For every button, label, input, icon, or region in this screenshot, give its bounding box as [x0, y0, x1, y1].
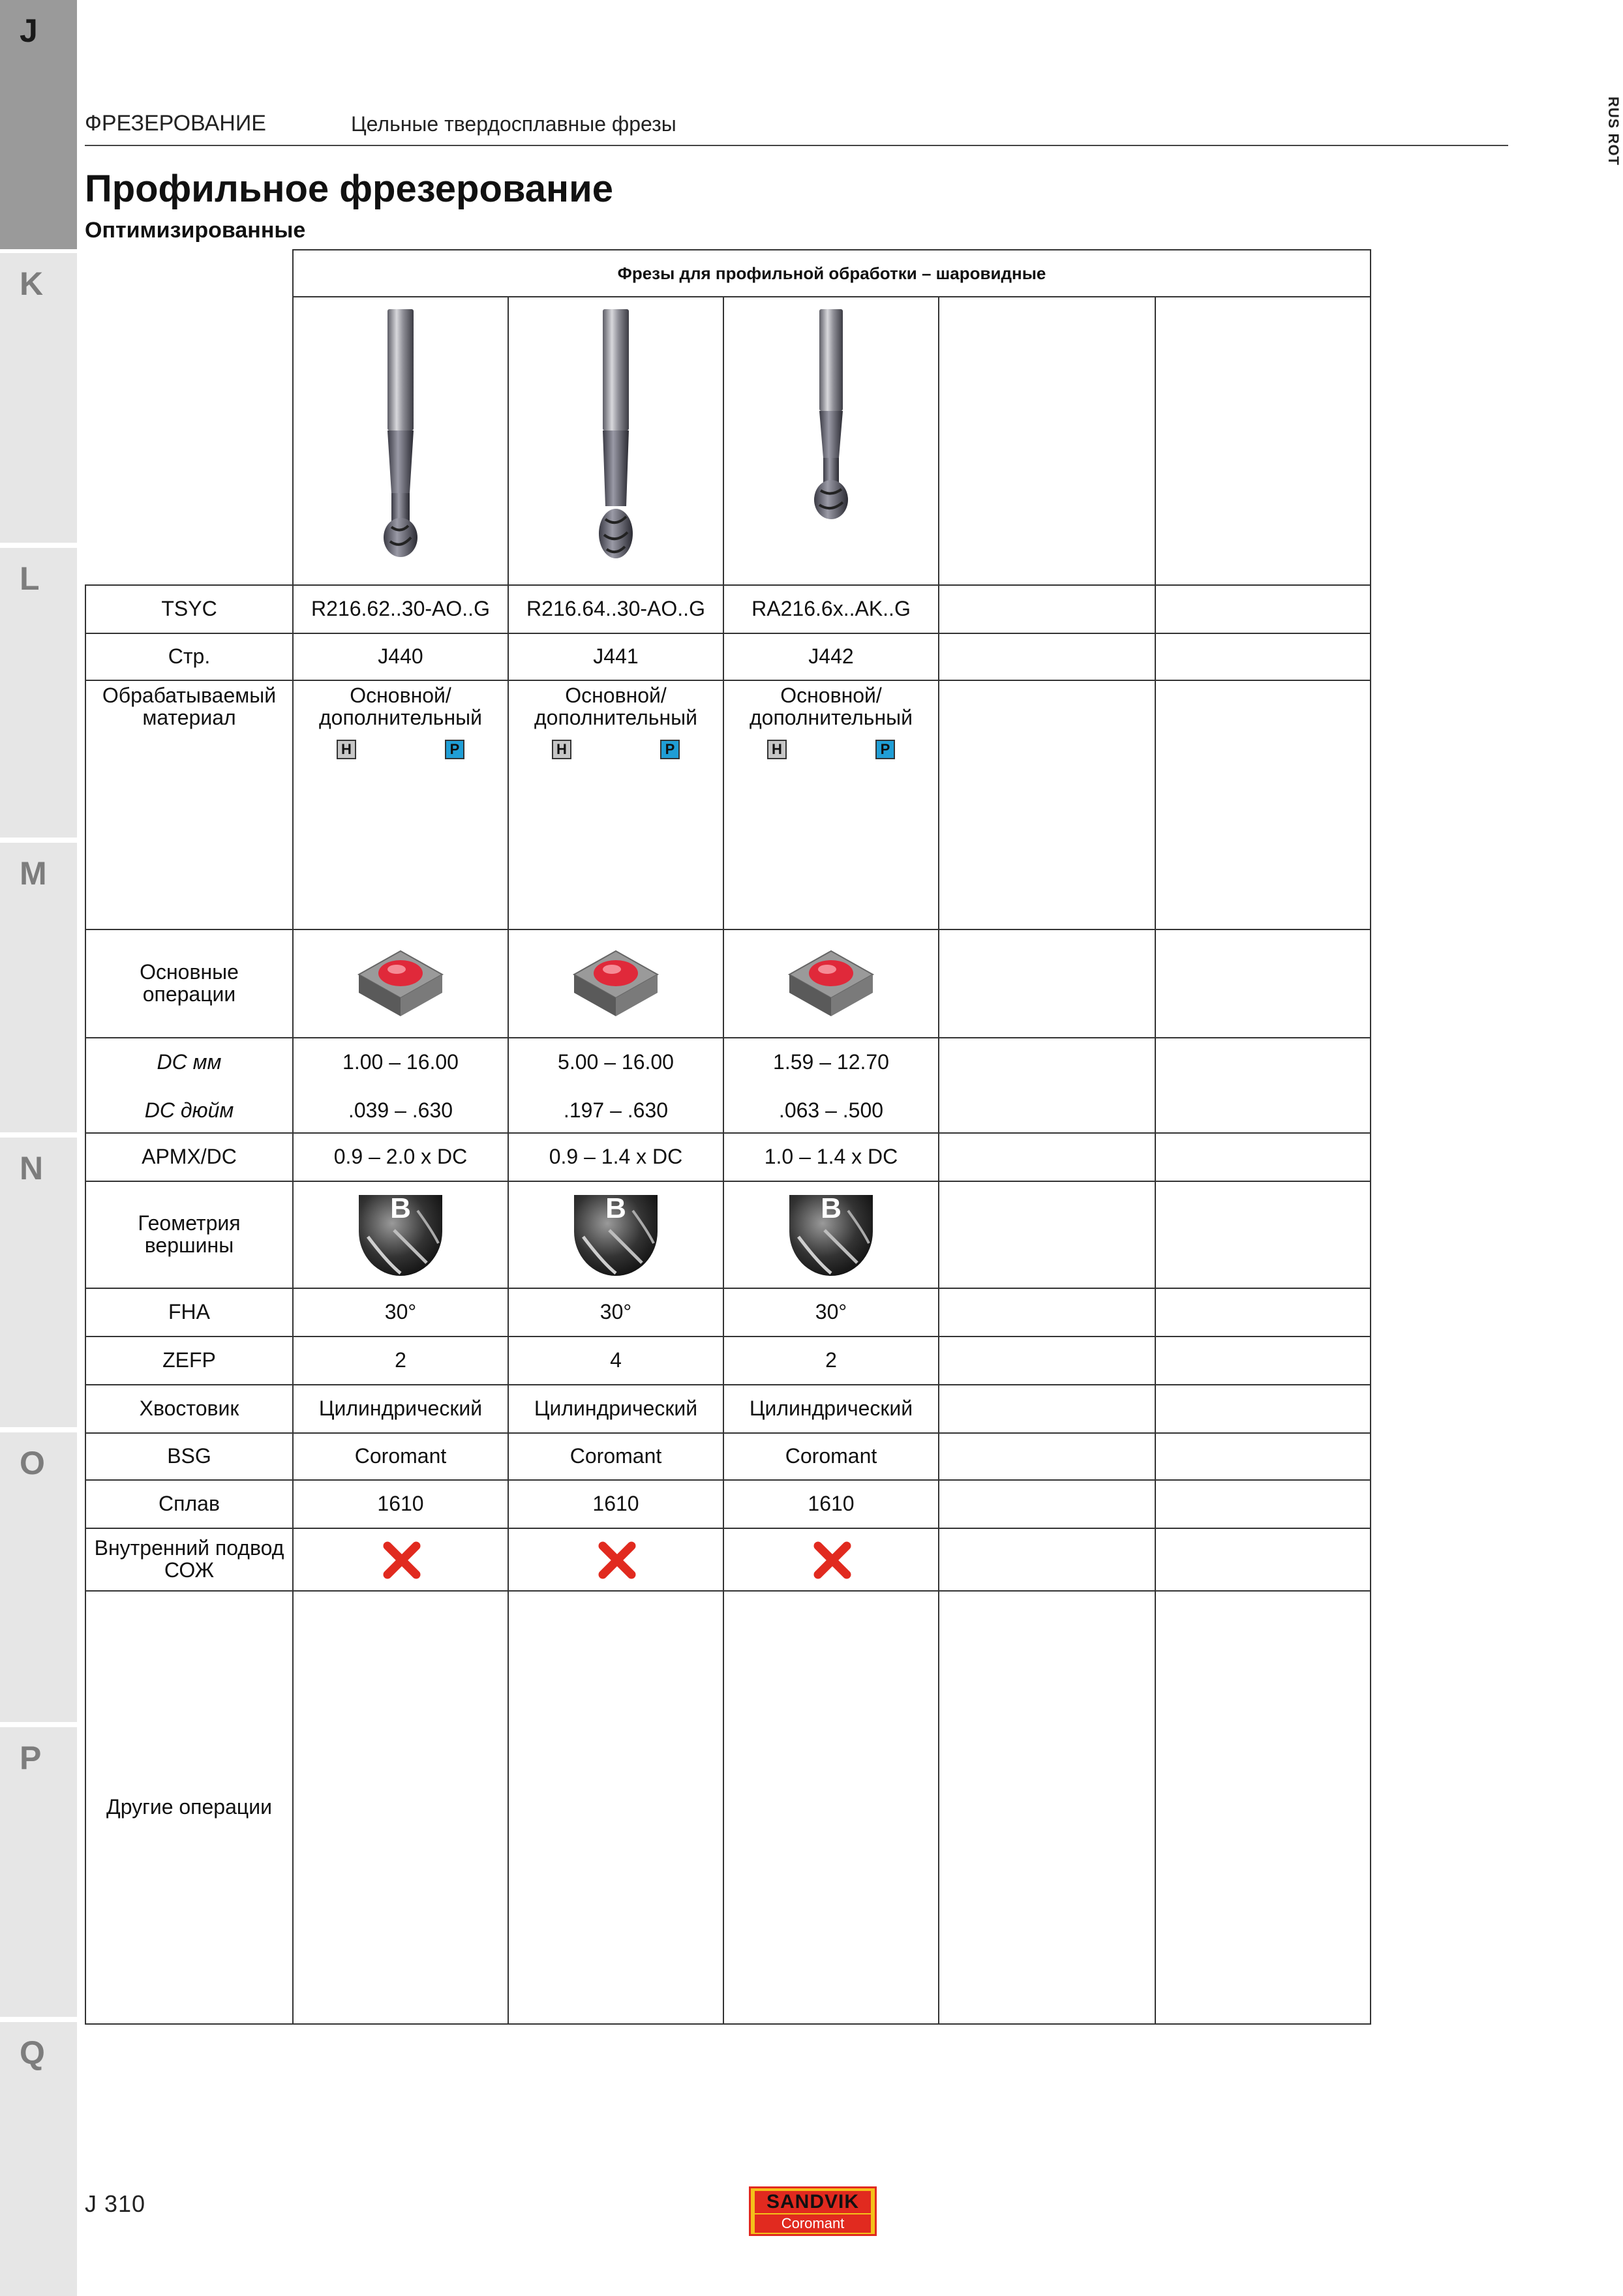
page-number: J 310: [85, 2190, 146, 2217]
tab-p[interactable]: [0, 1727, 77, 2017]
dc-inch-value: .197 – .630: [563, 1098, 669, 1123]
material-value: Основной/ дополнительный: [749, 684, 913, 729]
grade-value: 1610: [377, 1492, 424, 1516]
material-badge-p: P: [660, 740, 680, 759]
material-badge-h: H: [552, 740, 571, 759]
table-rule: [1155, 296, 1156, 2025]
product-table: [85, 249, 1371, 2025]
header-subsection: Цельные твердосплавные фрезы: [351, 112, 676, 136]
shank-value: Цилиндрический: [318, 1397, 483, 1421]
geometry-letter: B: [390, 1192, 411, 1224]
dc-mm-value: 1.59 – 12.70: [773, 1050, 889, 1074]
material-badge-h: H: [337, 740, 356, 759]
zefp-value: 2: [825, 1348, 837, 1372]
profile-operation-icon: [355, 947, 446, 1020]
row-label-operations: Основные операции: [140, 960, 239, 1006]
row-label-zefp: ZEFP: [162, 1348, 216, 1372]
row-label-dc-mm: DC мм: [157, 1050, 222, 1074]
header-section: ФРЕЗЕРОВАНИЕ: [85, 111, 266, 136]
tsyc-value: R216.64..30-AO..G: [526, 597, 705, 621]
row-label-coolant: Внутренний подвод СОЖ: [94, 1536, 284, 1582]
bsg-value: Coromant: [569, 1444, 662, 1468]
tsyc-value: RA216.6x..AK..G: [751, 597, 911, 621]
material-value: Основной/ дополнительный: [534, 684, 698, 729]
row-label-page: Стр.: [168, 644, 211, 669]
material-badge-p: P: [445, 740, 464, 759]
row-label-dc-inch: DC дюйм: [144, 1098, 234, 1123]
no-coolant-cross-icon: [381, 1539, 423, 1581]
language-label: RUS ROT: [1605, 97, 1622, 166]
grade-value: 1610: [592, 1492, 639, 1516]
no-coolant-cross-icon: [596, 1539, 638, 1581]
material-value: Основной/ дополнительный: [318, 684, 483, 729]
header-rule: [85, 145, 1508, 146]
material-badge-h: H: [767, 740, 787, 759]
tsyc-value: R216.62..30-AO..G: [311, 597, 490, 621]
dc-inch-value: .039 – .630: [348, 1098, 453, 1123]
row-label-geometry: Геометрия вершины: [138, 1211, 241, 1257]
ball-nose-geometry-icon: [355, 1191, 446, 1280]
material-badge-p: P: [875, 740, 895, 759]
row-label-grade: Сплав: [159, 1492, 220, 1516]
table-rule: [85, 1037, 1371, 1038]
tab-q[interactable]: [0, 2022, 77, 2296]
group-header: Фрезы для профильной обработки – шаровидные: [617, 263, 1046, 283]
dc-mm-value: 5.00 – 16.00: [558, 1050, 674, 1074]
tab-p-label: P: [20, 1740, 42, 1776]
dc-inch-value: .063 – .500: [778, 1098, 884, 1123]
page-title: Профильное фрезерование: [85, 168, 613, 210]
no-coolant-cross-icon: [811, 1539, 853, 1581]
page-value: J442: [808, 644, 854, 669]
ball-nose-geometry-icon: [785, 1191, 877, 1280]
table-rule: [938, 296, 939, 2025]
geometry-letter: B: [605, 1192, 626, 1224]
logo-line-2: Coromant: [755, 2214, 871, 2233]
row-label-shank: Хвостовик: [139, 1397, 239, 1421]
zefp-value: 2: [395, 1348, 406, 1372]
fha-value: 30°: [599, 1300, 632, 1324]
tab-n-label: N: [20, 1150, 44, 1186]
logo-line-1: SANDVIK: [755, 2191, 871, 2213]
row-label-material: Обрабатываемый материал: [102, 684, 277, 729]
section-tabs: [0, 0, 77, 2296]
tab-m[interactable]: [0, 843, 77, 1132]
tool-image-2: [509, 297, 723, 584]
tab-k[interactable]: [0, 253, 77, 543]
row-label-bsg: BSG: [167, 1444, 211, 1468]
table-rule: [85, 1181, 1371, 1182]
shank-value: Цилиндрический: [534, 1397, 698, 1421]
page-value: J441: [593, 644, 639, 669]
fha-value: 30°: [815, 1300, 847, 1324]
tab-l[interactable]: [0, 548, 77, 838]
shank-value: Цилиндрический: [749, 1397, 913, 1421]
grade-value: 1610: [808, 1492, 855, 1516]
tab-k-label: K: [20, 265, 44, 302]
row-label-fha: FHA: [168, 1300, 210, 1324]
bsg-value: Coromant: [354, 1444, 447, 1468]
tab-o-label: O: [20, 1445, 45, 1481]
tool-image-3: [724, 297, 938, 584]
row-label-tsyc: TSYC: [161, 597, 217, 621]
zefp-value: 4: [610, 1348, 622, 1372]
tab-l-label: L: [20, 560, 40, 597]
tab-m-label: M: [20, 855, 47, 892]
profile-operation-icon: [570, 947, 661, 1020]
profile-operation-icon: [785, 947, 877, 1020]
sandvik-coromant-logo: [749, 2186, 877, 2236]
apmx-value: 1.0 – 1.4 x DC: [764, 1145, 898, 1169]
tab-j-label: J: [20, 12, 38, 49]
ball-nose-geometry-icon: [570, 1191, 661, 1280]
geometry-letter: B: [821, 1192, 842, 1224]
tab-o[interactable]: [0, 1432, 77, 1722]
fha-value: 30°: [384, 1300, 417, 1324]
table-rule: [85, 2023, 1371, 2025]
apmx-value: 0.9 – 2.0 x DC: [333, 1145, 468, 1169]
table-rule: [85, 929, 1371, 930]
dc-mm-value: 1.00 – 16.00: [342, 1050, 459, 1074]
bsg-value: Coromant: [785, 1444, 877, 1468]
tab-j[interactable]: [0, 0, 77, 249]
table-rule: [1370, 249, 1371, 2025]
tab-q-label: Q: [20, 2034, 45, 2071]
page-value: J440: [378, 644, 423, 669]
row-label-other: Другие операции: [106, 1795, 272, 1819]
page-subtitle: Оптимизированные: [85, 218, 306, 243]
row-label-apmx: APMX/DC: [142, 1145, 237, 1169]
apmx-value: 0.9 – 1.4 x DC: [549, 1145, 683, 1169]
tool-image-1: [294, 297, 508, 584]
tab-n[interactable]: [0, 1138, 77, 1427]
